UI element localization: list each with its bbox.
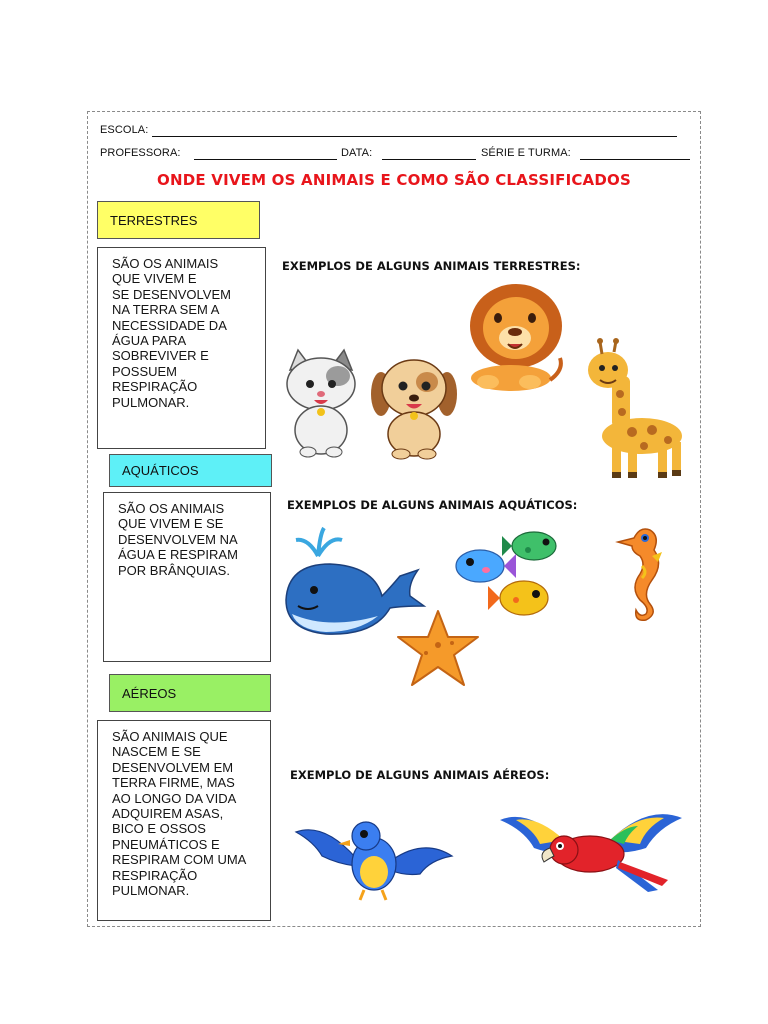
aereos-examples-heading: EXEMPLO DE ALGUNS ANIMAIS AÉREOS: — [290, 768, 550, 782]
aquaticos-tag: AQUÁTICOS — [109, 454, 272, 487]
starfish-icon — [396, 609, 480, 687]
escola-field[interactable] — [152, 136, 677, 137]
data-field[interactable] — [382, 159, 476, 160]
aereos-tag: AÉREOS — [109, 674, 271, 712]
professora-field[interactable] — [194, 159, 337, 160]
professora-label: PROFESSORA: — [100, 147, 181, 159]
parrot-icon — [498, 800, 684, 900]
giraffe-icon — [582, 338, 692, 482]
terrestres-examples-heading: EXEMPLOS DE ALGUNS ANIMAIS TERRESTRES: — [282, 259, 581, 273]
terrestres-description: SÃO OS ANIMAIS QUE VIVEM E SE DESENVOLVEM NA TERRA SEM A NECESSIDADE DA ÁGUA PARA SOBREVIVER E POSSUEM RESPIRAÇÃO PULMONAR. — [97, 247, 266, 449]
serie-turma-field[interactable] — [580, 159, 690, 160]
escola-label: ESCOLA: — [100, 124, 149, 136]
seahorse-icon — [612, 522, 666, 624]
blue-bird-icon — [294, 812, 454, 902]
worksheet — [87, 111, 701, 927]
aquaticos-description: SÃO OS ANIMAIS QUE VIVEM E SE DESENVOLVEM NA ÁGUA E RESPIRAM POR BRÂNQUIAS. — [103, 492, 271, 662]
dog-icon — [369, 354, 459, 460]
data-label: DATA: — [341, 147, 373, 159]
lion-icon — [466, 282, 566, 392]
terrestres-tag: TERRESTRES — [97, 201, 260, 239]
cat-icon — [278, 348, 364, 458]
aquaticos-examples-heading: EXEMPLOS DE ALGUNS ANIMAIS AQUÁTICOS: — [287, 498, 578, 512]
serie-turma-label: SÉRIE E TURMA: — [481, 147, 571, 159]
page-title: ONDE VIVEM OS ANIMAIS E COMO SÃO CLASSIFICADOS — [157, 171, 631, 189]
aereos-description: SÃO ANIMAIS QUE NASCEM E SE DESENVOLVEM EM TERRA FIRME, MAS AO LONGO DA VIDA ADQUIREM ASAS, BICO E OSSOS PNEUMÁTICOS E RESPIRAM COM UMA RESPIRAÇÃO PULMONAR. — [97, 720, 271, 921]
